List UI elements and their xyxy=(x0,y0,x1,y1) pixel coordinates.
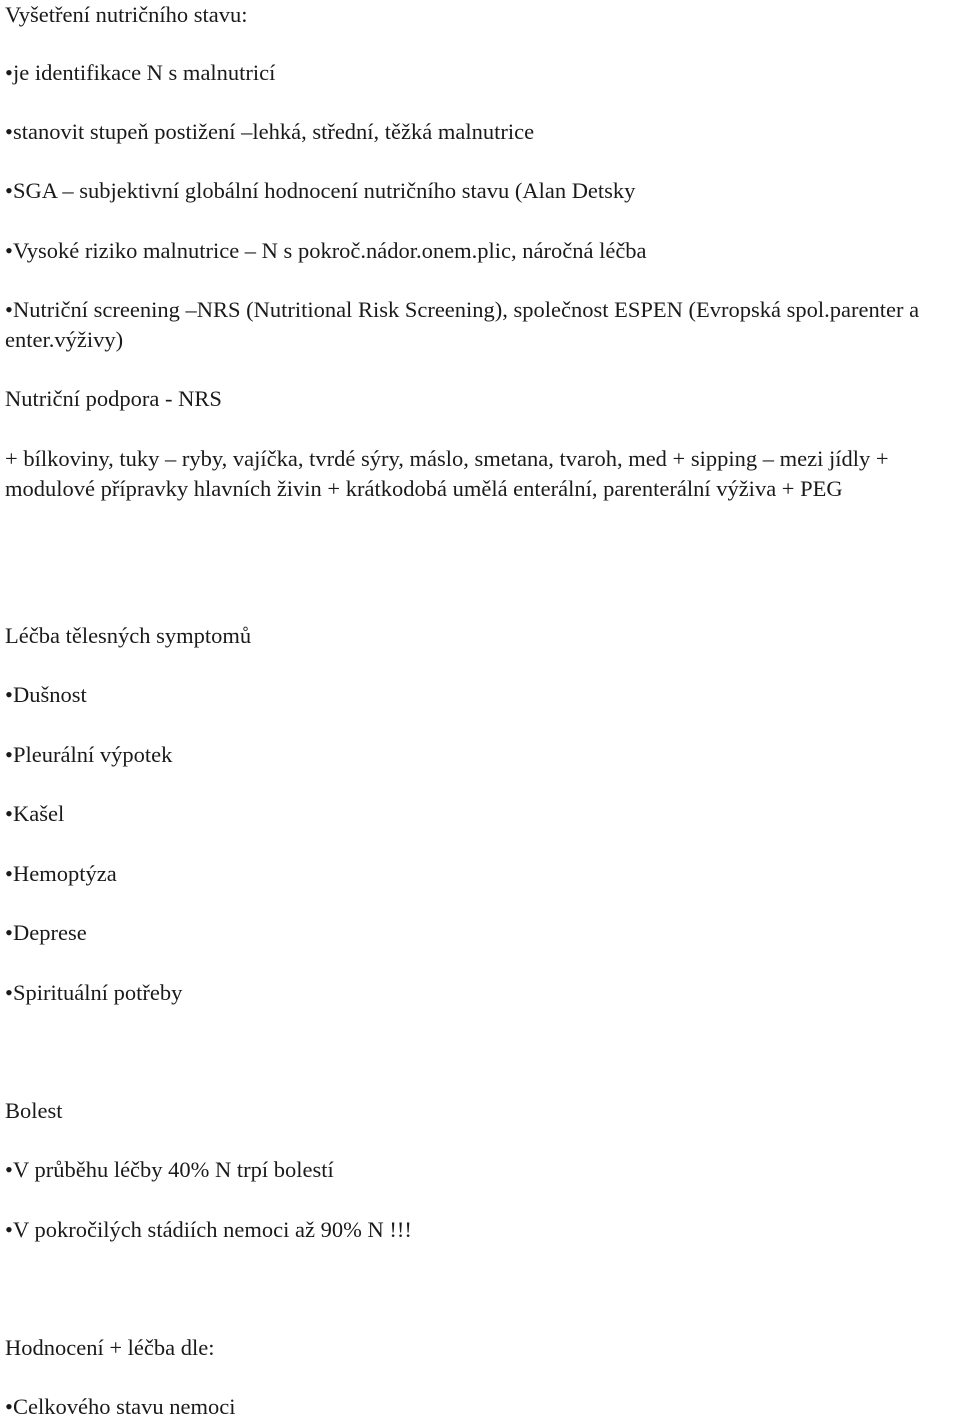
list-item-text: Spirituální potřeby xyxy=(13,980,183,1005)
bullet-icon: • xyxy=(5,119,13,144)
list-item xyxy=(5,1392,956,1422)
list-item xyxy=(5,1155,956,1185)
list-item-text: Hemoptýza xyxy=(13,861,117,886)
list-item-text: SGA – subjektivní globální hodnocení nutričního stavu (Alan Detsky xyxy=(13,178,636,203)
list-item-text: Vysoké riziko malnutrice – N s pokroč.nádor.onem.plic, náročná léčba xyxy=(13,238,647,263)
bullet-icon: • xyxy=(5,682,13,707)
section-heading-evaluation: Hodnocení + léčba dle: xyxy=(5,1335,215,1360)
section-heading-nutrition: Vyšetření nutričního stavu: xyxy=(5,2,248,27)
list-item-text: V průběhu léčby 40% N trpí bolestí xyxy=(13,1157,334,1182)
bullet-icon: • xyxy=(5,920,13,945)
list-item-text: Deprese xyxy=(13,920,87,945)
bullet-icon: • xyxy=(5,1157,13,1182)
section-heading-support: Nutriční podpora - NRS xyxy=(5,386,222,411)
list-item xyxy=(5,859,956,889)
bullet-icon: • xyxy=(5,60,13,85)
support-paragraph: + bílkoviny, tuky – ryby, vajíčka, tvrdé sýry, máslo, smetana, tvaroh, med + sipping – mezi jídly + modulové přípravky hlavních živin + krátkodobá umělá enterální, parenterální výživa + PEG xyxy=(5,446,889,501)
bullet-icon: • xyxy=(5,801,13,826)
list-item xyxy=(5,176,956,206)
bullet-icon: • xyxy=(5,1217,13,1242)
list-item-text: Celkového stavu nemoci xyxy=(13,1394,236,1419)
list-item-text: Dušnost xyxy=(13,682,87,707)
list-item xyxy=(5,799,956,829)
list-item-text: Kašel xyxy=(13,801,65,826)
bullet-icon: • xyxy=(5,980,13,1005)
list-item xyxy=(5,117,956,147)
list-item-text: stanovit stupeň postižení –lehká, střední, těžká malnutrice xyxy=(13,119,535,144)
list-item xyxy=(5,680,956,710)
list-item-text: Pleurální výpotek xyxy=(13,742,173,767)
bullet-icon: • xyxy=(5,297,13,322)
section-heading-pain: Bolest xyxy=(5,1098,63,1123)
list-item xyxy=(5,236,956,266)
list-item-text: V pokročilých stádiích nemoci až 90% N !!! xyxy=(13,1217,412,1242)
bullet-icon: • xyxy=(5,742,13,767)
list-item xyxy=(5,1215,956,1245)
list-item-text: Nutriční screening –NRS (Nutritional Risk Screening), společnost ESPEN (Evropská spol.parenter a enter.výživy) xyxy=(5,297,920,352)
list-item-text: je identifikace N s malnutricí xyxy=(13,60,276,85)
bullet-icon: • xyxy=(5,178,13,203)
list-item xyxy=(5,58,956,88)
bullet-icon: • xyxy=(5,238,13,263)
section-heading-symptoms: Léčba tělesných symptomů xyxy=(5,623,252,648)
list-item xyxy=(5,978,956,1008)
list-item xyxy=(5,918,956,948)
list-item xyxy=(5,740,956,770)
list-item xyxy=(5,295,956,355)
bullet-icon: • xyxy=(5,861,13,886)
bullet-icon: • xyxy=(5,1394,13,1419)
